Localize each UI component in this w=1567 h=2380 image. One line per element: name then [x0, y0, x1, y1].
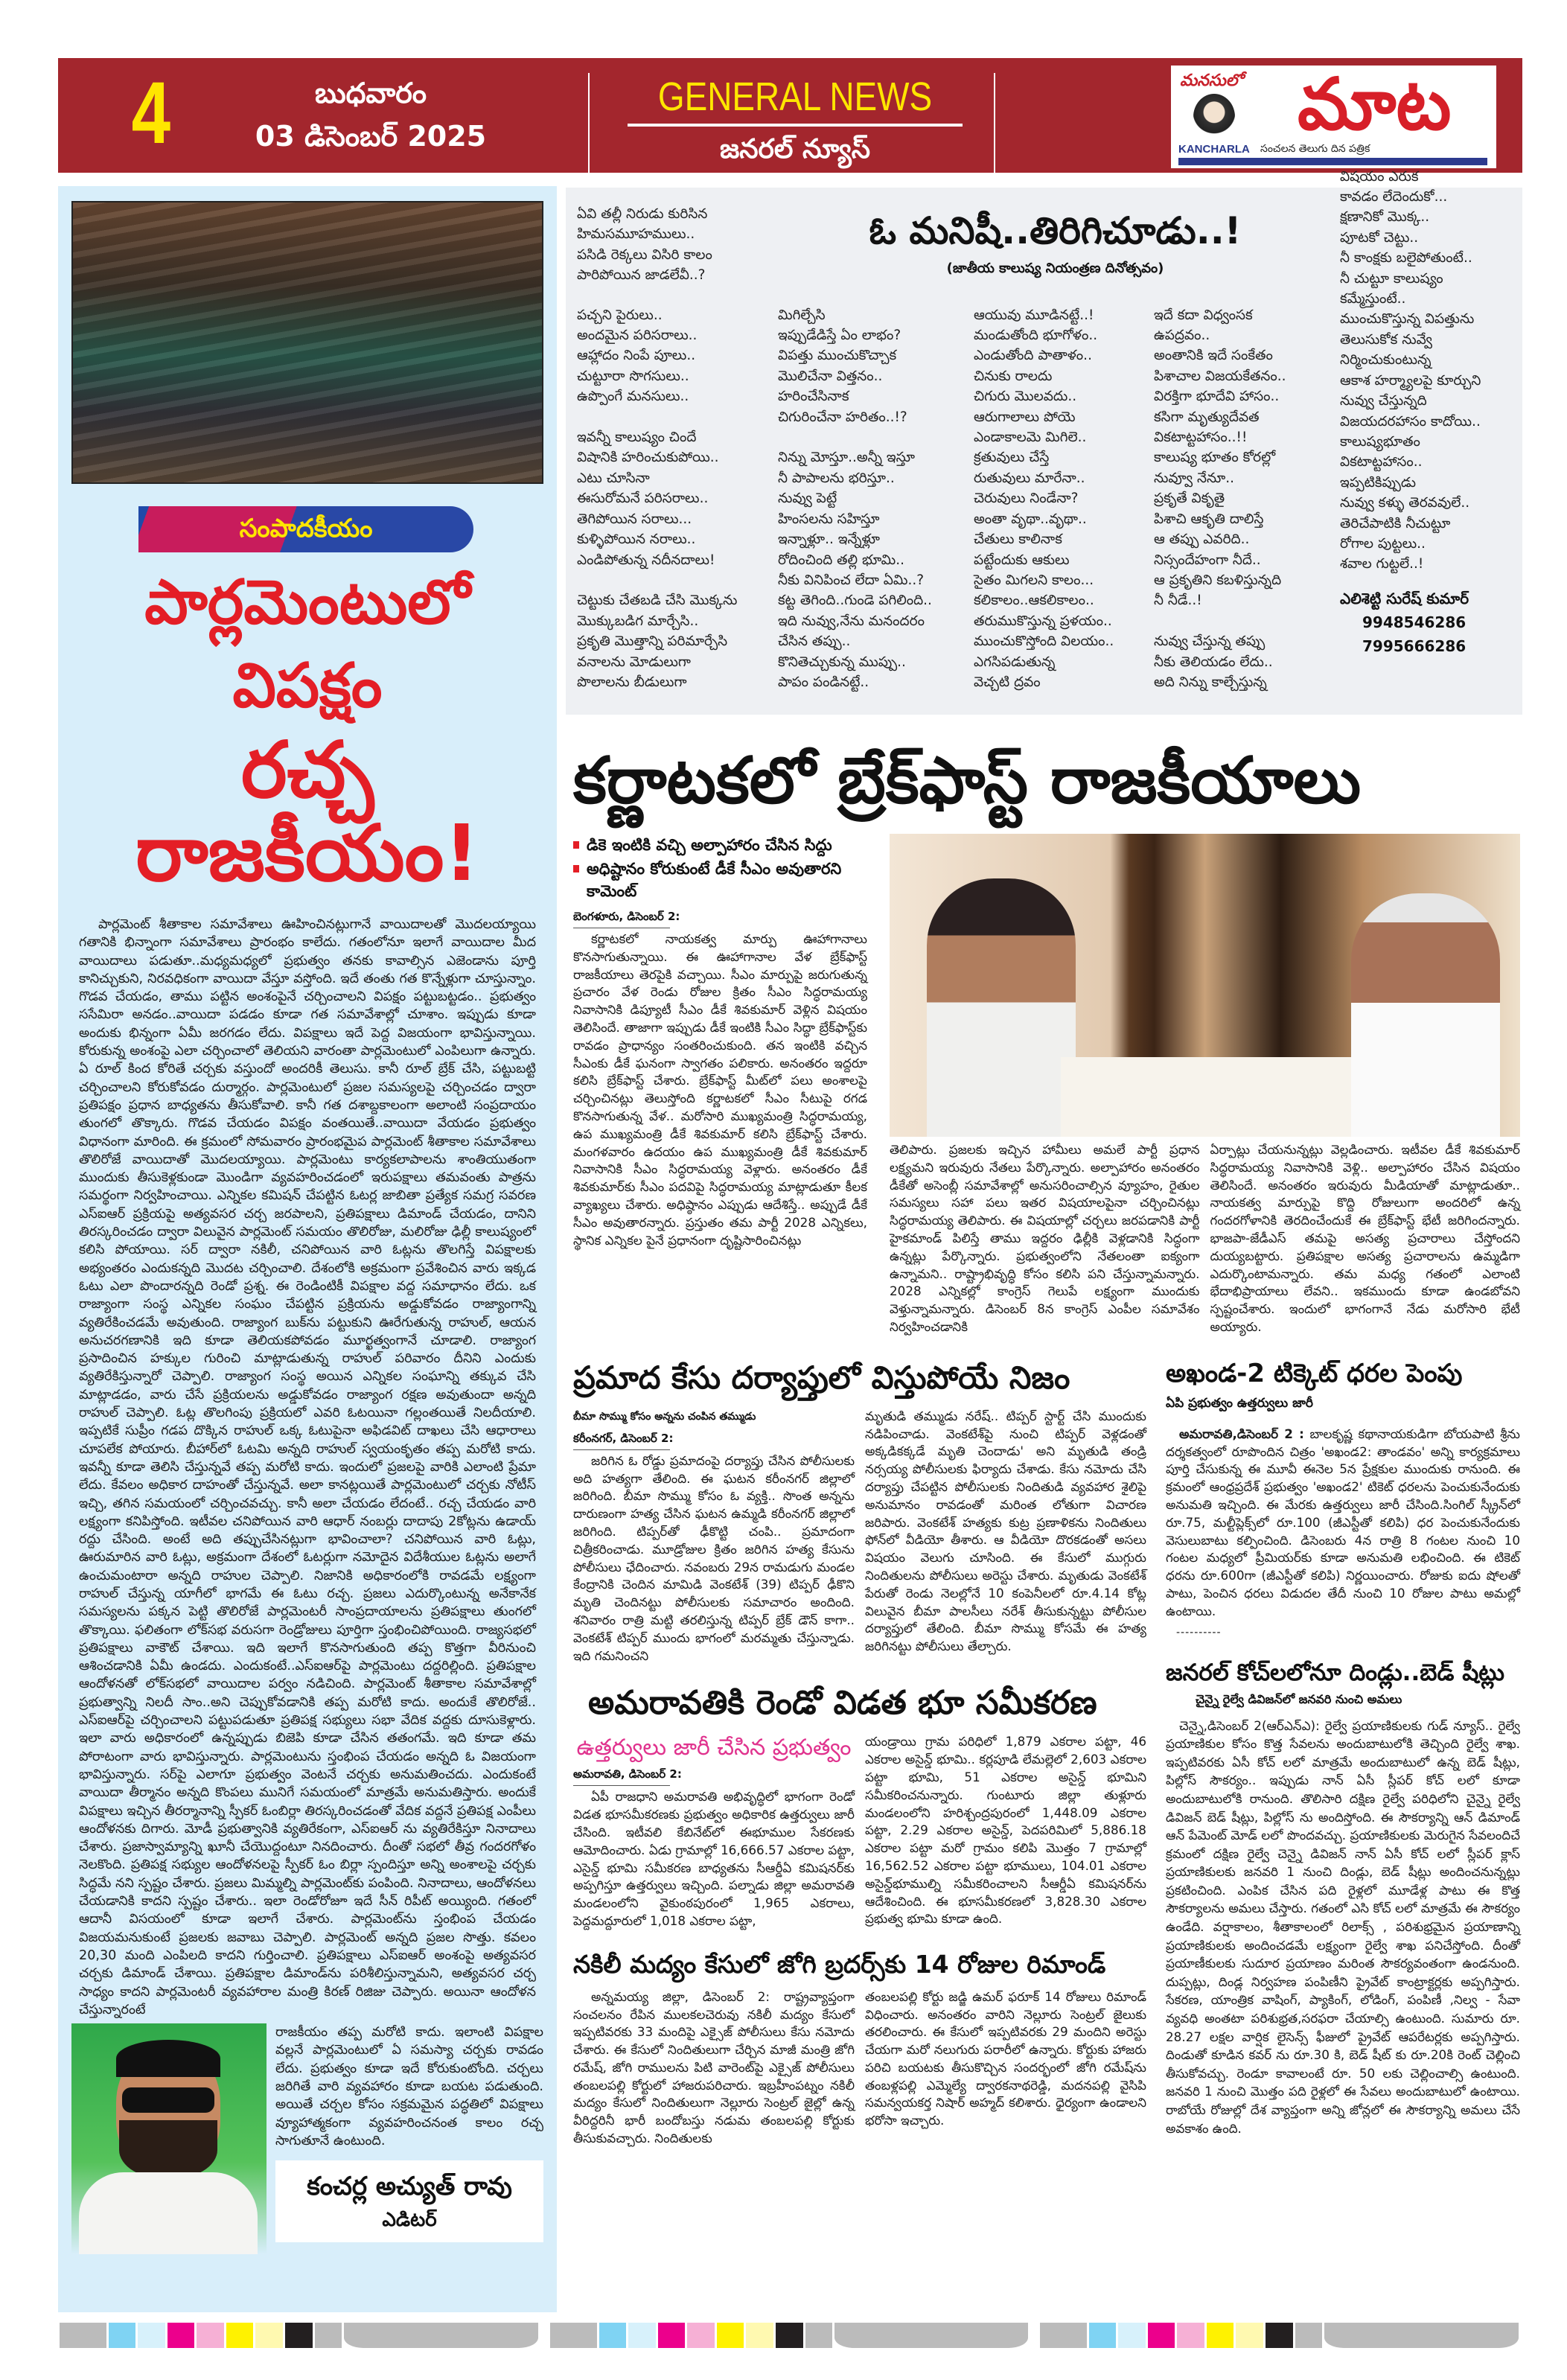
print-color-bars	[60, 2323, 1519, 2348]
color-swatch	[1207, 2323, 1234, 2348]
editorial-tag: సంపాదకీయం	[138, 506, 473, 552]
poem-line: అంతానికి ఇదే సంకేతం	[1154, 348, 1273, 364]
poem-line: ఆహ్లాదం నింపే పూలు..	[577, 348, 696, 364]
poem-line: నీకు వినిపించ లేదా ఏమి..?	[778, 572, 925, 588]
poem-line: ఎండాకాలమె మిగిలె..	[974, 430, 1087, 446]
poem-line: ముంచుకొస్తోంది విలయం..	[974, 634, 1114, 650]
article-body: తెలిపారు. ప్రజలకు ఇచ్చిన హామీలు అమలే పార్టీ ప్రధాన లక్ష్యమని ఇరువురు నేతలు పేర్కొన్నారు. అల్పాహారం అనంతరం డీకేతో అసెంబ్లీ సమావేశాల్లో అనుసరించాల్సిన వ్యూహం, రైతుల సమస్యలు సహా పలు ఇతర విషయాలపైనా చర్చించినట్లు సిద్ధరామయ్య తెలిపారు. ఈ విషయాల్లో చర్చలు జరపడానికి పార్టీ హైకమాండ్ పిలిస్తే తాము ఇద్దరం ఢిల్లీకి వెళ్లడానికి సిద్ధంగా ఉన్నట్లు పేర్కొన్నారు. ప్రభుత్వంలోని నేతలంతా ఐక్యంగా ఉన్నామని.. రాష్ట్రాభివృద్ధి కోసం కలిసి పని చేస్తున్నామన్నారు. 2028 ఎన్నికల్లో కాంగ్రెస్ గెలుపే లక్ష్యంగా ముందుకు వెళ్తున్నామన్నారు. డిసెంబర్ 8న కాంగ్రెస్ ఎంపీల సమావేశం నిర్వహించడానికి	[890, 1142, 1200, 1334]
article-body: అమరావతి,డిసెంబర్ 2 : బాలకృష్ణ కథానాయకుడిగా బోయపాటి శ్రీను దర్శకత్వంలో రూపొందిన చిత్రం 'అఖండ2: తాండవం' అన్ని కార్యక్రమాలు పూర్తి చేసుకున్న ఈ మూవీ ఈనెల 5న ప్రేక్షకుల ముందుకు రానుంది. ఈ క్రమంలో ఆంధ్రప్రదేశ్ ప్రభుత్వం 'అఖండ2' టికెట్ ధరలను పెంచుకునేందుకు అనుమతి ఇచ్చింది. ఈ మేరకు ఉత్తర్వులు జారీ చేసింది.సింగిల్ స్క్రీన్‌లో రూ.75, మల్టీప్లెక్స్‌లో రూ.100 (జీఎస్టీతో కలిపి) ధర పెంచుకునేందుకు వెసులుబాటు కల్పించింది. డిసెంబరు 4న రాత్రి 8 గంటల నుంచి 10 గంటల మధ్యలో ప్రీమియర్‌కు కూడా అనుమతి లభించింది. ఈ టికెట్ ధరను రూ.600గా (జీఎస్టీతో కలిపి) నిర్ణయించారు. రోజుకు ఐదు షోలతో పాటు, పెంచిన ధరలు విడుదల తేదీ నుంచి 10 రోజుల పాటు అమల్లో ఉంటాయి.	[1166, 1426, 1520, 1618]
editor-byline	[275, 2160, 543, 2242]
poem-line: హింసలను సహిస్తూ	[778, 511, 880, 527]
dateline: అమరావతి, డిసెంబర్ 2:	[573, 1767, 682, 1781]
poem-line	[577, 570, 770, 590]
poem-line: చేతులు కాలినాక	[974, 532, 1062, 548]
poem-column-4	[1154, 305, 1333, 693]
poem-line: వికటాట్టహాసం..!!	[1154, 430, 1248, 446]
article-body: చెన్నై,డిసెంబర్ 2(ఆర్ఎన్ఎ): రైల్వే ప్రయాణికులకు గుడ్ న్యూస్.. రైల్వే ప్రయాణికుల కోసం కొత్త సేవలను అందుబాటులోకి తెచ్చింది రైల్వే శాఖ. ఇప్పటివరకు ఏసీ కోచ్ లలో మాత్రమే అందుబాటులో ఉన్న బెడ్ షీట్లు, పిల్లోస్ సౌకర్యం.. ఇప్పుడు నాన్ ఏసీ స్లీపర్ కోచ్ లలో కూడా అందుబాటులోకి రానుంది. తొలిసారి దక్షిణ రైల్వే పరిధిలోని చైన్నై రైల్వే డివిజన్ బెడ్ షీట్లు, పిల్లోస్ ను అందిస్తోంది. ఈ సౌకర్యాన్ని ఆన్ డిమాండ్ ఆన్ పేమెంట్ మోడ్ లలో పొందవచ్చు. ప్రయాణికులకు మెరుగైన సేవలందిచే క్రమంలో దక్షిణ రైల్వే చెన్నై డివిజన్ నాన్ ఏసీ కోచ్ లలో స్లీపర్ క్లాస్ ప్రయాణికులకు జనవరి 1 నుంచి దిండ్లు, బెడ్ షీట్లు అందించనున్నట్లు ప్రకటించింది. ఎంపిక చేసిన పది రైళ్లలో మూడేళ్ల పాటు ఈ కొత్త సౌకర్యాలను అమలు చేస్తారు. గతంలో ఎసి కోచ్ లలో మాత్రమే ఈ సౌకర్యం ఉండేది. వర్షాకాలం, శీతాకాలంలో రిలాక్స్ , పరిశుభ్రమైన ప్రయాణాన్ని ప్రయాణికులకు అందించడమే లక్ష్యంగా రైల్వే శాఖ పనిచేస్తోంది. దీంతో ప్రయాణీకులకు సుదూర ప్రయాణం మరింత సౌకర్యవంతంగా ఉండనుంది. దుప్పట్లు, దిండ్ల నిర్వహణ పంపిణీని ప్రైవేట్ కాంట్రాక్టర్లకు అప్పగిస్తారు. సేకరణ, యాంత్రిక వాషింగ్, ప్యాకింగ్, లోడింగ్, పంపిణీ ,నిల్వ - సేవా వ్యవధి అంతటా పరిశుభ్రత,సరఫరా చేయాల్సి ఉంటుంది. సుమారు రూ. 28.27 లక్షల వార్షిక లైసెన్స్ ఫీజులో ప్రైవేట్ ఆపరేటర్లకు అప్పగిస్తారు. దిండుతో కూడిన కవర్ ను రూ.30 కి, బెడ్ షీట్ కు రూ.20కి రెంట్ చెల్లించి తీసుకోవచ్చు. రెండూ కావాలంటే రూ. 50 లకు చెల్లించాల్సి ఉంటుంది. జనవరి 1 నుంచి మొత్తం పది రైళ్లలో ఈ సేవలు అందుబాటులో ఉంటాయి. రాబోయే రోజుల్లో దేశ వ్యాప్తంగా అన్ని జోన్లలో ఈ సౌకర్యాన్ని అమలు చేసే అవకాశం ఉంది.	[1166, 1717, 1520, 2136]
registration-pill	[834, 2323, 1029, 2348]
poem-line	[1154, 611, 1333, 631]
poem-intro	[577, 204, 770, 286]
poem-line: నువ్వు పెట్టే	[778, 491, 837, 507]
railway-subhead: చైన్నై రైల్వే డివిజన్‌లో జనవరి నుంచి అమలు	[1196, 1691, 1402, 1706]
date-text: 03 డిసెంబర్ 2025	[255, 120, 487, 153]
editor-role: ఎడిటర్	[382, 2209, 437, 2232]
color-bar-group	[550, 2323, 1029, 2348]
karnataka-breakfast-photo	[890, 834, 1520, 1137]
header-divider	[588, 73, 590, 173]
poem-line: నువ్వూ నేనూ..	[1154, 470, 1235, 486]
color-swatch	[599, 2323, 626, 2348]
poem-line: ఇప్పుడేడిస్తే ఏం లాభం?	[778, 328, 901, 344]
poem-line: నీ పాపాలను భరిస్తూ..	[778, 470, 895, 486]
poem-line: ఇదే కదా విధ్వంసక	[1154, 307, 1253, 323]
poem-line: కావడం లేదెందుకో...	[1340, 189, 1448, 205]
color-bar-group	[1040, 2323, 1519, 2348]
poem-line: ఆరుగాలాలు పోయె	[974, 409, 1076, 425]
editorial-footer	[71, 2023, 543, 2254]
article-body: ఏపీ రాజధాని అమరావతి అభివృద్ధిలో భాగంగా రెండో విడత భూసమీకరణకు ప్రభుత్వం అధికారిక ఉత్తర్వులు జారీ చేసింది. ఇటీవలి కేబినేట్‌లో ఈభూముల సేకరణకు ఆమోదించారు. ఏడు గ్రామాల్లో 16,666.57 ఎకరాల పట్టా, ఎసైన్డ్ భూమి సమీకరణ బాధ్యతను సీఆర్డీఏ కమిషనర్‌కు అప్పగిస్తూ ఉత్తర్వులు ఇచ్చింది. పల్నాడు జిల్లా అమరావతి మండలంలోని వైకుంఠపురంలో 1,965 ఎకరాలు, పెద్దమద్దూరులో 1,018 ఎకరాల పట్టా,	[573, 1789, 855, 1928]
poem-line: చేసిన తప్పు..	[778, 634, 851, 650]
logo-portrait-icon	[1193, 94, 1235, 140]
color-swatch	[687, 2323, 715, 2348]
karnataka-headline: కర్ణాటకలో బ్రేక్‌ఫాస్ట్ రాజకీయాలు	[573, 744, 1362, 818]
poem-line: ఎండుతోంది పాతాళం..	[974, 348, 1092, 364]
divider: ----------	[1176, 1626, 1222, 1639]
akhanda-subhead: ఏపి ప్రభుత్వం ఉత్తర్వులు జారీ	[1166, 1395, 1313, 1411]
dateline: అమరావతి,డిసెంబర్ 2 :	[1179, 1426, 1304, 1441]
poem-line: ఇది నువ్వు,నేను మనందరం	[778, 613, 925, 629]
article-body: కర్ణాటకలో నాయకత్వ మార్పు ఊహాగానాలు కొనసాగుతున్నాయి. ఈ ఊహాగానాల వేళ బ్రేక్‌ఫాస్ట్ రాజకీయాలు తెరపైకి వచ్చాయి. సీఎం మార్పుపై జరుగుతున్న ప్రచారం వేళ రెండు రోజుల క్రితం సీఎం సిద్ధరామయ్య నివాసానికి డిప్యూటీ సీఎం డీకే శివకుమార్ వెళ్లిన విషయం తెలిసిందే. తాజాగా ఇప్పుడు డీకే ఇంటికి సీఎం సిద్ధా బ్రేక్‌ఫాస్ట్‌కు రావడం ప్రాధాన్యం సంతరించుకుంది. తన ఇంటికి వచ్చిన సీఎంకు డీకే ఘనంగా స్వాగతం పలికారు. అనంతరం ఇద్దరూ కలిసి బ్రేక్‌ఫాస్ట్ చేశారు. బ్రేక్‌ఫాస్ట్ మీట్‌లో పలు అంశాలపై చర్చించినట్లు తెలుస్తోంది కర్ణాటకలో సీఎం సీటుపై రగడ కొనసాగుతున్న వేళ.. మరోసారి ముఖ్యమంత్రి సిద్ధరామయ్య, ఉప ముఖ్యమంత్రి డీకే శివకుమార్ కలిసి బ్రేక్‌ఫాస్ట్ చేశారు. మంగళవారం ఉదయం ఉప ముఖ్యమంత్రి డీకే శివకుమార్ నివాసానికి సీఎం సిద్ధరామయ్య వెళ్లారు. అనంతరం డీకే శివకుమార్‌కు సీఎం పదవిపై సిద్ధరామయ్య మాట్లాడుతూ కీలక వ్యాఖ్యలు చేశారు. అధిష్ఠానం ఎప్పుడు ఆదేశిస్తే.. అప్పుడే డీకే సీఎం అవుతారన్నారు. ప్రస్తుతం తమ పార్టీ 2028 ఎన్నికలు, స్థానిక ఎన్నికల పైనే ప్రధానంగా దృష్టిసారించినట్లు	[573, 931, 867, 1248]
poem-line: పిశాచి ఆకృతి దాలిస్తే	[1154, 511, 1264, 527]
poem-line: కసిగా మృత్యుదేవత	[1154, 409, 1260, 425]
poem-line: ఉప్పొంగే మనసులు..	[577, 389, 689, 405]
poem-line: రుతువులు మారేనా..	[974, 470, 1085, 486]
poem-line: నీకు తెలియడం లేదు..	[1154, 654, 1273, 670]
poem-line: ఇన్నాళ్లూ.. ఇన్నేళ్లూ	[778, 532, 880, 548]
dateline: బెంగళూరు, డిసెంబర్ 2:	[573, 910, 680, 923]
color-swatch	[1040, 2323, 1087, 2348]
poem-line: ప్రకృతే వికృతై	[1154, 491, 1225, 507]
poem-line: కాలుష్య భూతం కోరల్లో	[1154, 450, 1276, 466]
color-swatch	[746, 2323, 773, 2348]
poem-line: పూటకో చెట్టు..	[1340, 229, 1419, 246]
poem-line: కట్ట తెగింది..గుండె పగిలింది..	[778, 593, 932, 609]
poem-line: నీ కాంక్షకు బలైపోతుంటే..	[1340, 250, 1472, 267]
kicker: బీమా సొమ్ము కోసం అన్నను చంపిన తమ్ముడు	[573, 1410, 756, 1423]
poem-line: కలికాలం..ఆకలికాలం..	[974, 593, 1094, 609]
poem-line: రోదించింది తల్లి భూమి..	[778, 552, 904, 568]
color-swatch	[658, 2323, 685, 2348]
editorial-headline-line1: పార్లమెంటులో విపక్షం	[144, 567, 470, 721]
section-title	[601, 74, 989, 167]
poem-line: మండుతోంది భూగోళం..	[974, 328, 1098, 344]
poem-line: తెగిపోయిన సరాలు...	[577, 511, 692, 527]
poem-line: హరించేసినాక	[778, 389, 849, 405]
poem-line: విషయం ఎరుక	[1340, 168, 1419, 185]
poem-line: అంతా వృథా..వృథా..	[974, 511, 1087, 527]
poem-line: తెరిచేపాటికి నీచుట్టూ	[1340, 515, 1451, 532]
bullet-item: డికె ఇంటికి వచ్చి అల్పాహారం చేసిన సిద్దు	[573, 834, 867, 856]
poem-line: విషానికి హరించుకుపోయి..	[577, 450, 719, 466]
poem-line: శవాల గుట్టలే..!	[1340, 556, 1424, 572]
color-swatch	[550, 2323, 597, 2348]
editor-photo	[71, 2023, 267, 2254]
poem-line: ఎటు చూసినా	[577, 470, 650, 486]
poem-line: రోగాల పుట్టలు..	[1340, 535, 1426, 552]
color-swatch	[226, 2323, 253, 2348]
weekday: బుధవారం	[314, 77, 427, 109]
poem-line	[778, 427, 966, 447]
poem-line: పొలాలను బీడులుగా	[577, 674, 687, 690]
header-divider	[994, 73, 995, 173]
color-swatch	[255, 2323, 283, 2348]
poem-line: పసిడి రెక్కలు విసిరి కాలం	[577, 246, 712, 263]
poem-line: అది నిన్ను కాల్చేస్తున్న	[1154, 674, 1267, 690]
poem-line: పచ్చని పైరులు..	[577, 307, 663, 323]
amaravati-subhead: ఉత్తర్వులు జారీ చేసిన ప్రభుత్వం	[576, 1735, 852, 1761]
poem-line: నిన్ను మోస్తూ..అన్నీ ఇస్తూ	[778, 450, 915, 466]
issue-date	[244, 71, 497, 158]
color-swatch	[285, 2323, 313, 2348]
karnataka-bullets	[573, 834, 867, 902]
poem-line: ఏవి తల్లీ నిరుడు కురిసిన	[577, 206, 708, 222]
poem-line: కొనితెచ్చుకున్న ముప్పు..	[778, 654, 906, 670]
poem-line: ఎండిపోతున్న నదీనదాలు!	[577, 552, 715, 568]
akhanda-headline: అఖండ-2 టిక్కెట్ ధరల పెంపు	[1166, 1358, 1463, 1388]
poem-line: నువ్వు చేస్తున్న తప్పు	[1154, 634, 1266, 650]
dateline: కరీంనగర్, డిసెంబర్ 2:	[573, 1431, 674, 1445]
color-swatch	[1089, 2323, 1116, 2348]
poem-line: ఆకాశ హర్మ్యాలపై కూర్చుని	[1340, 372, 1481, 389]
poem-column-3	[974, 305, 1146, 693]
poem-line: చెట్టుకు చేతబడి చేసి మొక్కను	[577, 593, 738, 609]
poem-line: నీ నీడే..!	[1154, 593, 1202, 609]
news-area	[573, 737, 1520, 2164]
poem-column-2	[778, 305, 966, 693]
poem-line: క్రతువులు చేస్తే	[974, 450, 1050, 466]
poem-line: వెచ్చటి ద్రవం	[974, 674, 1041, 690]
poem-line: కమ్మేస్తుంటే..	[1340, 291, 1406, 307]
color-swatch	[805, 2323, 832, 2348]
nakili-headline: నకిలీ మద్యం కేసులో జోగి బ్రదర్స్‌కు 14 రోజుల రిమాండ్	[573, 1949, 1106, 1979]
amaravati-headline: అమరావతికి రెండో విడత భూ సమీకరణ	[588, 1684, 1097, 1723]
color-bar-group	[60, 2323, 538, 2348]
masthead-band	[58, 58, 1522, 173]
logo-title: మాట	[1298, 65, 1452, 144]
logo-bar	[1178, 158, 1487, 165]
article-body: మృతుడి తమ్ముడు నరేష్.. టిప్పర్ స్టార్ట్ చేసి ముందుకు నడిపించాడు. వెంకటేశ్‌పై నుంచి టిప్పర్ వెళ్లడంతో అక్కడికక్కడే మృతి చెందాడు' అని మృతుడి తండ్రి నర్సయ్య పోలీసులకు ఫిర్యాదు చేశాడు. కేసు నమోదు చేసి దర్యాప్తు చేపట్టిన పోలీసులకు నిందితుడి వ్యవహార శైలిపై అనుమానం రావడంతో మరింత లోతుగా విచారణ జరిపారు. వెంకటేశ్ హత్యకు కుట్ర ప్రణాళికను నిందితులు ఫోన్‌లో వీడియో తీశారు. ఆ వీడియో దొరకడంతో అసలు విషయం వెలుగు చూసింది. ఈ కేసులో ముగ్గురు నిందితులను పోలీసులు అరెస్టు చేశారు. మృతుడు వెంకటేశ్ పేరుతో రెండు నెలల్లోనే 10 కంపెనీలలో రూ.4.14 కోట్ల విలువైన బీమా పాలసీలు నరేశ్ తీసుకున్నట్టు పోలీసుల దర్యాప్తులో తేలింది. బీమా సొమ్ము కోసమే ఈ హత్య జరిగినట్టు పోలీసులు తేల్చారు.	[865, 1408, 1146, 1654]
poem-author-phone: 7995666286	[1362, 637, 1467, 655]
poem-line: ఇవన్నీ కాలుష్యం చిందే	[577, 430, 697, 446]
pramada-headline: ప్రమాద కేసు దర్యాప్తులో విస్తుపోయే నిజం	[573, 1359, 1070, 1396]
nakili-article	[573, 1947, 1146, 2148]
poem-line: మిగిల్చేసి	[778, 307, 826, 323]
article-body: అన్నమయ్య జిల్లా, డిసెంబర్ 2: రాష్ట్రవ్యాప్తంగా సంచలనం రేపిన ములకలచెరువు నకిలీ మద్యం కేసులో ఇప్పటివరకు 33 మందిపై ఎక్సైజ్ పోలీసులు కేసు నమోదు చేశారు. ఈ కేసులో నిందితులుగా చేర్చిన మాజీ మంత్రి జోగి రమేష్, జోగి రాములను పిటి వారెంట్‌పై ఎక్సైజ్ పోలీసులు తంబలపల్లి కోర్టులో హాజరుపరిచారు. ఇబ్రహీంపట్నం నకిలీ మద్యం కేసులో నిందితులుగా నెల్లూరు సెంట్రల్ జైల్లో ఉన్న వీరిద్దరినీ భారీ బందోబస్తు నడుమ తంబలపల్లి కోర్టుకు తీసుకువచ్చారు. నిందితులకు	[573, 1988, 855, 2146]
poem-line: హిమసమూహములు..	[577, 226, 695, 243]
poem-line: ప్రకృతి మొత్తాన్ని పరిమార్చేసి	[577, 634, 728, 650]
poem-line: నిస్సందేహంగా నీదే..	[1154, 552, 1261, 568]
poem-line: తరుముకొస్తున్న ప్రళయం..	[974, 613, 1112, 629]
amaravati-article	[573, 1681, 1146, 1930]
section-title-te: జనరల్ న్యూస్	[719, 134, 871, 165]
logo-tagline: సంచలన తెలుగు దిన పత్రిక	[1260, 143, 1370, 155]
editorial-column	[58, 186, 557, 2312]
poem-line: చినుకు రాలదు	[974, 368, 1053, 384]
poem-line: పాపం పండినట్టే..	[778, 674, 869, 690]
parliament-photo	[71, 201, 543, 484]
poem-line: క్షణానికో మొక్క..	[1340, 209, 1430, 226]
poem-column-1	[577, 305, 770, 693]
color-swatch	[1177, 2323, 1204, 2348]
poem-subtitle: (జాతీయ కాలుష్య నియంత్రణ దినోత్సవం)	[946, 261, 1164, 276]
poem-line: నీ చుట్టూ కాలుష్యం	[1340, 270, 1443, 287]
poem-line: ఈసురోమనే పరిసరాలు..	[577, 491, 709, 507]
poem-line: కాలుష్యభూతం	[1340, 433, 1420, 450]
newspaper-logo	[1171, 66, 1496, 168]
poem-line: చెరువులు నిండేనా?	[974, 491, 1079, 507]
poem-line: ఆ ప్రకృతిని కబళిస్తున్నది	[1154, 572, 1282, 588]
editorial-body-tail: రాజకీయం తప్ప మరోటి కాదు. ఇలాంటి విపక్షాల వల్లనే పార్లమెంటులో ఏ సమస్యా చర్చకు రావడం లేదు. ప్రభుత్వం కూడా ఇదే కోరుకుంటోంది. చర్చలు జరిగితే వారి వ్యవహారం కూడా బయట పడుతుంది. అయితే చర్చల కోసం సక్రమమైన పద్ధతిలో విపక్షాలు వ్యూహాత్మకంగా వ్యవహరించనంత కాలం రచ్చ సాగుతూనే ఉంటుంది.	[275, 2025, 543, 2148]
section-title-en: GENERAL NEWS	[657, 74, 933, 119]
poem-line: నువ్వు చేస్తున్నది	[1340, 393, 1427, 409]
poem-line: కుళ్ళిపోయిన నరాలు..	[577, 532, 696, 548]
color-swatch	[1236, 2323, 1263, 2348]
poem-line: ఆయువు మూడినట్టే..!	[974, 307, 1094, 323]
poem-line: పిశాచాల విజయకేతనం..	[1154, 368, 1286, 384]
poem-line: ఇప్పటికిప్పుడు	[1340, 474, 1416, 491]
editorial-headline	[71, 561, 543, 899]
railway-headline: జనరల్ కోచ్‌లలోనూ దిండ్లు..బెడ్ షీట్లు	[1166, 1659, 1504, 1686]
poem-line: విపత్తు ముంచుకొచ్చాక	[778, 348, 897, 364]
logo-prefix: మనసులో	[1180, 71, 1243, 90]
poem-line: చుట్టూరా సొగసులు..	[577, 368, 689, 384]
poem-author-name: ఎలిశెట్టి సురేష్ కుమార్	[1340, 589, 1469, 607]
color-swatch	[1118, 2323, 1146, 2348]
poem-line: పారిపోయిన జాడలేవీ..?	[577, 267, 706, 284]
poem-line: ముంచుకొస్తున్న విపత్తును	[1340, 311, 1475, 328]
article-body: యండ్రాయి గ్రామ పరిధిలో 1,879 ఎకరాల పట్టా, 46 ఎకరాల అసైన్డ్ భూమి.. కర్లపూడి లేమల్లెలో 2,603 ఎకరాల పట్టా భూమి, 51 ఎకరాల అసైన్డ్ భూమిని సమీకరించనున్నారు. గుంటూరు జిల్లా తుళ్లూరు మండలంలోని హరిశ్చంద్రపురంలో 1,448.09 ఎకరాల పట్టా, 2.29 ఎకరాల అసైన్డ్, పెదపరిమిలో 5,886.18 ఎకరాల పట్టా మరో గ్రామం కలిపి మొత్తం 7 గ్రామాల్లో 16,562.52 ఎకరాల పట్టా భూములు, 104.01 ఎకరాల అసైన్డ్‌భూముల్ని సమీకరించాలని సీఆర్డీఏ కమిషనర్‌ను ఆదేశించింది. ఈ భూసమీకరణలో 3,828.30 ఎకరాల ప్రభుత్వ భూమి కూడా ఉంది.	[865, 1734, 1146, 1927]
logo-brand: KANCHARLA	[1178, 143, 1250, 156]
poem-line: వనాలను మోడులుగా	[577, 654, 691, 670]
poem-line: విజయదరహాసం కాదోయి..	[1340, 413, 1481, 430]
poem-line: పట్టేందుకు ఆకులు	[974, 552, 1070, 568]
editor-name: కంచర్ల అచ్యుత్ రావు	[307, 2172, 512, 2202]
poem-line: అందమైన పరిసరాలు..	[577, 328, 698, 344]
editorial-headline-line2: రచ్చ రాజకీయం!	[135, 724, 479, 899]
poem-title: ఓ మనిషీ..తిరిగిచూడు..!	[869, 209, 1242, 252]
poem-line: చిగురు మొలవదు..	[974, 389, 1077, 405]
article-body: జరిగిన ఓ రోడ్డు ప్రమాదంపై దర్యాప్తు చేసిన పోలీసులకు అది హత్యగా తేలింది. ఈ ఘటన కరీంనగర్ జిల్లాలో జరిగింది. బీమా సొమ్ము కోసం ఓ వ్యక్తి.. సొంత అన్నను దారుణంగా హత్య చేసిన ఘటన ఉమ్మడి కరీంనగర్ జిల్లాలో జరిగింది. టిప్పర్‌తో ఢీకొట్టి చంపి.. ప్రమాదంగా చిత్రీకరించాడు. మూడ్రోజుల క్రితం జరిగిన హత్య కేసును పోలీసులు ఛేదించారు. నవంబరు 29న రామడుగు మండల కేంద్రానికి చెందిన మామిడి వెంకటేశ్ (39) టిప్పర్ ఢీకొని మృతి చెందినట్టు పోలీసులకు సమాచారం అందింది. శనివారం రాత్రి మట్టి తరలిస్తున్న టిప్పర్ బ్రేక్ డౌన్ కాగా.. వెంకటేశ్ టిప్పర్ ముందు భాగంలో మరమ్మతు చేస్తున్నాడు. ఇది గమనించని	[573, 1452, 855, 1663]
poem-author	[1340, 587, 1511, 658]
bullet-item: అధిష్టానం కోరుకుంటే డీకే సీఎం అవుతారని కామెంట్	[573, 858, 867, 902]
color-swatch	[1266, 2323, 1293, 2348]
poem-line	[577, 407, 770, 427]
registration-pill	[1324, 2323, 1519, 2348]
article-body: ఏర్పాట్లు చేయనున్నట్లు వెల్లడించారు. ఇటీవల డీకే శివకుమార్ సిద్ధరామయ్య నివాసానికి వెళ్లి.. అల్పాహారం చేసిన విషయం తెలిసిందే. అనంతరం ఇరువురు మీడియాతో మాట్లాడుతూ.. నాయకత్వ మార్పుపై కొద్ది రోజులుగా అందరిలో ఉన్న గందరగోళానికి తెరదించేందుకే ఈ బ్రేక్‌ఫాస్ట్ భేటీ జరిగిందన్నారు. భాజపా-జేడీఎస్ తమపై అసత్య ప్రచారాలు చేస్తోందని దుయ్యబట్టారు. ప్రతిపక్షాల అసత్య ప్రచారాలను ఉమ్మడిగా ఎదుర్కొంటామన్నారు. తమ మధ్య గతంలో ఎలాంటి భేదాభిప్రాయాలు లేవని.. ఇకముందు కూడా ఉండబోవని స్పష్టంచేశారు. ఇందులో భాగంగానే నేడు మరోసారి భేటీ అయ్యారు.	[1210, 1142, 1520, 1334]
akhanda-article	[1166, 1356, 1520, 1640]
color-swatch	[776, 2323, 803, 2348]
poem-author-phone: 9948546286	[1362, 613, 1467, 631]
poem-line: ఆ తప్పు ఎవరిది..	[1154, 532, 1250, 548]
poem-line: వికటాట్టహాసం..	[1340, 454, 1423, 470]
poem-line: తెలుసుకోక నువ్వే	[1340, 331, 1433, 348]
karnataka-article	[573, 834, 1520, 1336]
poem-column-5	[1340, 167, 1511, 575]
poem-line: నిర్మించుకుంటున్న	[1340, 352, 1432, 369]
editorial-body: పార్లమెంట్ శీతాకాల సమావేశాలు ఊహించినట్లుగానే వాయిదాలతో మొదలయ్యాయి గతానికి భిన్నాంగా సమావేశాలు ప్రారంభం కాలేదు. గతంలోనూ ఇలాగే వాయిదాల మీద వాయిదాలు పడుతూ..మధ్యమధ్యలో ప్రభుత్వం తనకు కావాల్సిన ఎజెండాను పూర్తి కానిచ్చుకుని, నిరవధికంగా వాయిదా వేస్తూ వస్తోంది. ఇదే తంతు గత కొన్నేళ్లుగా చూస్తున్నాం. గొడవ చేయడం, తాము పట్టిన అంశంపైనే చర్చించాలని విపక్షం పట్టుబట్టడం.. ప్రభుత్వం ససేమిరా అనడం..వాయిదా పడడం కూడా గత సమావేశాల్లో చూశాం. ఇప్పుడు కూడా అందుకు భిన్నంగా ఏమీ జరగడం లేదు. విపక్షాలు ఇదే పెద్ద విజయంగా భావిస్తున్నాయి. కోరుకున్న అంశంపై ఎలా చర్చించాలో తెలియని వారంతా పార్లమెంటులో ఎంపిలుగా ఉన్నారు. ఏ రూల్ కింద కోరితే చర్చకు వస్తుందో అందరికీ తెలుసు. కానీ రూల్ బ్రేక్ చేసి, పట్టుబట్టి చర్చించాలని కోరుకోవడం దుర్మార్గం. పార్లమెంటులో ప్రజల సమస్యలపై చర్చించడం ద్వారా ప్రతిపక్షం ప్రధాన బాధ్యతను తీసుకోవాలి. కానీ గత దశాబ్దకాలంగా అలాంటి సంప్రదాయం తుంగలో తొక్కారు. గొడవ చేయడం విపక్షం వంతయితే..వాయిదా వేయడం ప్రభుత్వం విధానంగా మారింది. ఈ క్రమంలో సోమవారం ప్రారంభమైప పార్లమెంట్ శీతాకాల సమావేశాలు తొలిరోజే వాయిదాతో మొదలయ్యాయి. పార్లమెంటు కార్యకలాపాలను శాంతియుతంగా ముందుకు తీసుకెళ్లకుండా మొండిగా వ్యవహరించడంలో ఇరుపక్షాలు తమవంతు పాత్రను సమర్థంగా నిర్వహించాయి. ఎన్నికల కమిషన్ చేపట్టిన ఓటర్ల జాబితా ప్రత్యేక సమగ్ర సవరణ ఎస్ఐఆర్ ప్రక్రియపై అత్యవసర చర్చ జరపాలని, ప్రతిపక్షాలు డిమాండ్ చేయడం, దానిని తిరస్కరించడం ద్వారా విలువైన పార్లమెంట్ సమయం తొలిరోజు, మలిరోజు ఢిల్లీ కాలుష్యంలో కలిసి పోయాయి. సర్ ద్వారా నకిలీ, చనిపోయిన వారి ఓట్లను తొలగిస్తే విపక్షాలకు అభ్యంతరం ఎందుకన్నది మొదట చర్చించాలి. దేశంలోకి అక్రమంగా ప్రవేశించిన వారు ఇక్కడ ఓటు ఎలా పొందారన్నది రెండో ప్రశ్న. ఈ రెండింటికీ విపక్షాల వద్ద సమాధానం లేదు. ఒక రాజ్యాంగా సంస్థ ఎన్నికల సంఘం చేపట్టిన ప్రక్రియను అడ్డుకోవడం రాజ్యాంగాన్ని వ్యతిరేకించడమే అవుతుంది. రాజ్యాంగ బుక్‌ను పట్టుకుని ఊరేగుతున్న రాహుల్, ఆయన అనుచరగణానికి ఇది కూడా తెలియకపోవడం మూర్ఖత్వంగానే చూడాలి. రాజ్యాంగ ప్రసాదించిన హక్కుల గురించి మాట్లాడుతున్న రాహుల్ పరివారం దీనిని ఎందుకు వ్యతిరేకిస్తున్నారో చెప్పాలి. రాజ్యాంగ సంస్థ అయిన ఎన్నికల సంఘాన్ని తక్కువ చేసి మాట్లాడడం, వారు చేసే ప్రక్రియలను అడ్డుకోవడం రాజ్యాంగ రక్షణ అవుతుందా అన్నది రాహుల్ చెప్పాలి. ఓట్ల తొలగింపు ప్రక్రియలో ఎవరి ఓటయినా గల్లంతయితే నిలదీయాలి. ఇప్పటికే సుప్రీం గడప దొక్కిన రాహుల్ ఒక్క ఓటుపైనా అఫిడవిట్ దాఖలు చేసి ఆధారాలు చూపలేక పోయారు. బీహార్‌లో ఓటమి అన్నది రాహుల్ స్వయంకృతం తప్ప మరోటి కాదు. ఇవన్నీ కూడా తెలిసి చేస్తున్నవే తప్ప మరోటి కాదు. ఇందులో ప్రజలపై వారికి ఎలాంటి ప్రేమా లేదు. కేవలం అధికార దాహంతో చేస్తున్నవే. అలా కానట్లయితే పార్లమెంటులో చర్చకు నోటీస్ ఇచ్చి, తగిన సమయంలో చర్చించవచ్చు. కానీ అలా చేయడం లేదంటే.. రచ్చ చేయడం వారి లక్ష్యంగా కనిపిస్తోంది. ఇటీవల చనిపోయిన వారి ఆధార్ నంబర్లు దాదాపు 2కోట్లను ఉడాయ్ రద్దు చేసింది. అంటే అది తప్పుచేసినట్లుగా భావించాలా? చనిపోయిన వారి ఓట్లు, ఊరుమారిన వారి ఓట్లు, అక్రమంగా దేశంలో ఓటర్లుగా నమోదైన విదేశీయుల ఓట్లను అలాగే ఉంచుమంటారా అన్నది రాహుల చెప్పాలి. నిజానికి అధికారంలోకి రావడమే లక్ష్యంగా రాహుల్ చేస్తున్న యాగీలో భాగమే ఈ ఓటు రచ్చ. ప్రజలు ఎదుర్కొంటున్న అనేకానేక సమస్యలను పక్కన పెట్టి తొలిరోజే పార్లమెంటరీ సాంప్రదాయాలను ప్రతిపక్షాలు తుంగలో తొక్కాయి. ఫలితంగా లోక్‌సభ వరుసగా రెండ్రోజులు పూర్తిగా స్తంభించిపోయింది. రాజ్యసభలో ప్రతిపక్షాలు వాకౌట్ చేశాయి. ఇది ఇలాగే కొనసాగుతుంది తప్ప కొత్తగా వీరినుంచి ఆశించడానికి ఏమీ ఉండదు. ఎందుకంటే..ఎస్ఐఆర్‌పై పార్లమెంటు దద్దరిల్లింది. ప్రతిపక్షాల ఆందోళనతో లోక్‌సభలో వాయిదాల పర్వం నడిచింది. పార్లమెంట్ శీతాకాల సమావేశాల్లో ప్రభుత్వాన్ని నిలదీ సాం..అని చెప్పుకోవడానికి తప్ప మరోటి కాదు. అందుకే తొలిరోజే.. ఎస్ఐఆర్‌పై చర్చించాలని పట్టుపడుతూ ప్రతిపక్ష సభ్యులు సభా వేదిక వద్దకు దూసుకెళ్లారు. ఇలా వారు అధికారంలో ఉన్నప్పుడు బిజెపి కూడా చేసిన తతంగమే. ఇది కూడా తమ పోరాటంగా వారు భావిస్తున్నారు. పార్లమెంటును స్తంభింప చేయడం అన్నది ఓ విజయంగా భావిస్తున్నారు. సర్‌పై ఎలాగూ ప్రభుత్వం వెంటనే చర్చకు అనుమతించదు. ఎందుకంటే వాయిదా తీర్మానం అన్నది కొంపలు మునిగే సమయంలో మాత్రమే అనుమతిస్తారు. అందుకే విపక్షాలు ఇచ్చిన తీరర్మానాన్ని స్పీకర్ ఓంబిర్లా తిరస్కరించడంతో వేదిక వద్దనే ప్రతిపక్ష ఎంపీలు ఆందోళనకు దిగారు. మోడీ ప్రభుత్వానికి వ్యతిరేకంగా, ఎస్ఐఆర్ ను వ్యతిరేకిస్తూ నినాదాలు చేశారు. ప్రజాస్వామ్యాన్ని ఖూనీ చేయొద్దంటూ నినదించారు. దీంతో సభలో తీవ్ర గందరగోళం నెలకొంది. ప్రతిపక్ష సభ్యుల ఆందోళనలపై స్పీకర్ ఓం బిర్లా స్పందిస్తూ అన్ని అంశాలపై చర్చకు సిద్ధమే నని స్పష్టం చేశారు. ప్రజలు మిమ్మల్ని పార్లమెంట్‌కు పంపింది. నినాదాలు, ఆందోళనలు చేయడానికి కాదని స్పష్టం చేశారు.. ఇలా రెండోరోజూ ఇదే సీన్ రిపీట్ అయ్యింది. గతంలో ఆదానీ విసయంలో కూడా ఇలాగే చేశారు. పార్లమెంట్‌ను స్తంభింప చేయడం విజయమనుకుంటే ప్రజలకు జవాబు చెప్పాలి. పార్లమెంట్ అన్నది ప్రజల సొత్తు. కవలం 20,30 మంది ఎంపిలది కాదని గుర్తించాలి. ప్రతిపక్షాలు ఎస్ఐఆర్ అంశంపై అత్యవసర చర్చకు డిమాండ్ చేశాయి. ప్రతిపక్షాల డిమాండ్‌ను పరిశీలిస్తున్నామని, అత్యవసర చర్చ సాధ్యం కాదని పార్లమెంటరీ వ్యవహారాల మంత్రి కిరణ్ రిజిజు చెప్పారు. అయినా ఆందోళన చేస్తున్నారంటే	[79, 917, 536, 2017]
section-rule	[628, 124, 963, 127]
poem-box	[566, 168, 1522, 715]
poem-line: నువ్వు కళ్ళు తెరవవులే..	[1340, 495, 1470, 511]
poem-line: చిగురించేనా హరితం..!?	[778, 409, 907, 425]
color-swatch	[197, 2323, 224, 2348]
color-swatch	[315, 2323, 342, 2348]
poem-line: సైతం మిగలని కాలం...	[974, 572, 1094, 588]
color-swatch	[109, 2323, 135, 2348]
color-swatch	[1148, 2323, 1175, 2348]
color-swatch	[1295, 2323, 1322, 2348]
color-swatch	[167, 2323, 194, 2348]
color-swatch	[717, 2323, 744, 2348]
railway-article	[1166, 1656, 1520, 2138]
article-body: తంబలపల్లి కోర్టు జడ్జి ఉమర్ ఫరూక్ 14 రోజులు రిమాండ్ విధించారు. అనంతరం వారిని నెల్లూరు సెంట్రల్ జైలుకు తరలించారు. ఈ కేసులో ఇప్పటివరకు 29 మందిని అరెస్టు చేయగా మరో నలుగురు పరారీలో ఉన్నారు. కోర్టుకు హాజరు పరిచి బయటకు తీసుకొచ్చిన సందర్భంలో జోగి రమేష్‌ను తంబళ్లపల్లి ఎమ్మెల్యే ద్వారకనాథరెడ్డి, మదనపల్లి వైసిపి సమన్వయకర్త నిషార్ అహ్మద్ కలిశారు. ధైర్యంగా ఉండాలని భరోసా ఇచ్చారు.	[865, 1988, 1146, 2128]
poem-line: ఉపద్రవం..	[1154, 328, 1210, 344]
poem-line: ఎగసిపడుతున్న	[974, 654, 1056, 670]
color-swatch	[138, 2323, 165, 2348]
poem-line: విరక్తిగా భూదేవి హాసం..	[1154, 389, 1280, 405]
color-swatch	[60, 2323, 106, 2348]
poem-line: మొక్కుబడిగ మార్చేసి..	[577, 613, 699, 629]
color-swatch	[628, 2323, 656, 2348]
poem-line: మొలిచేనా విత్తనం..	[778, 368, 883, 384]
page-number: 4	[131, 64, 171, 162]
pramada-article	[573, 1356, 1146, 1665]
registration-pill	[344, 2323, 538, 2348]
